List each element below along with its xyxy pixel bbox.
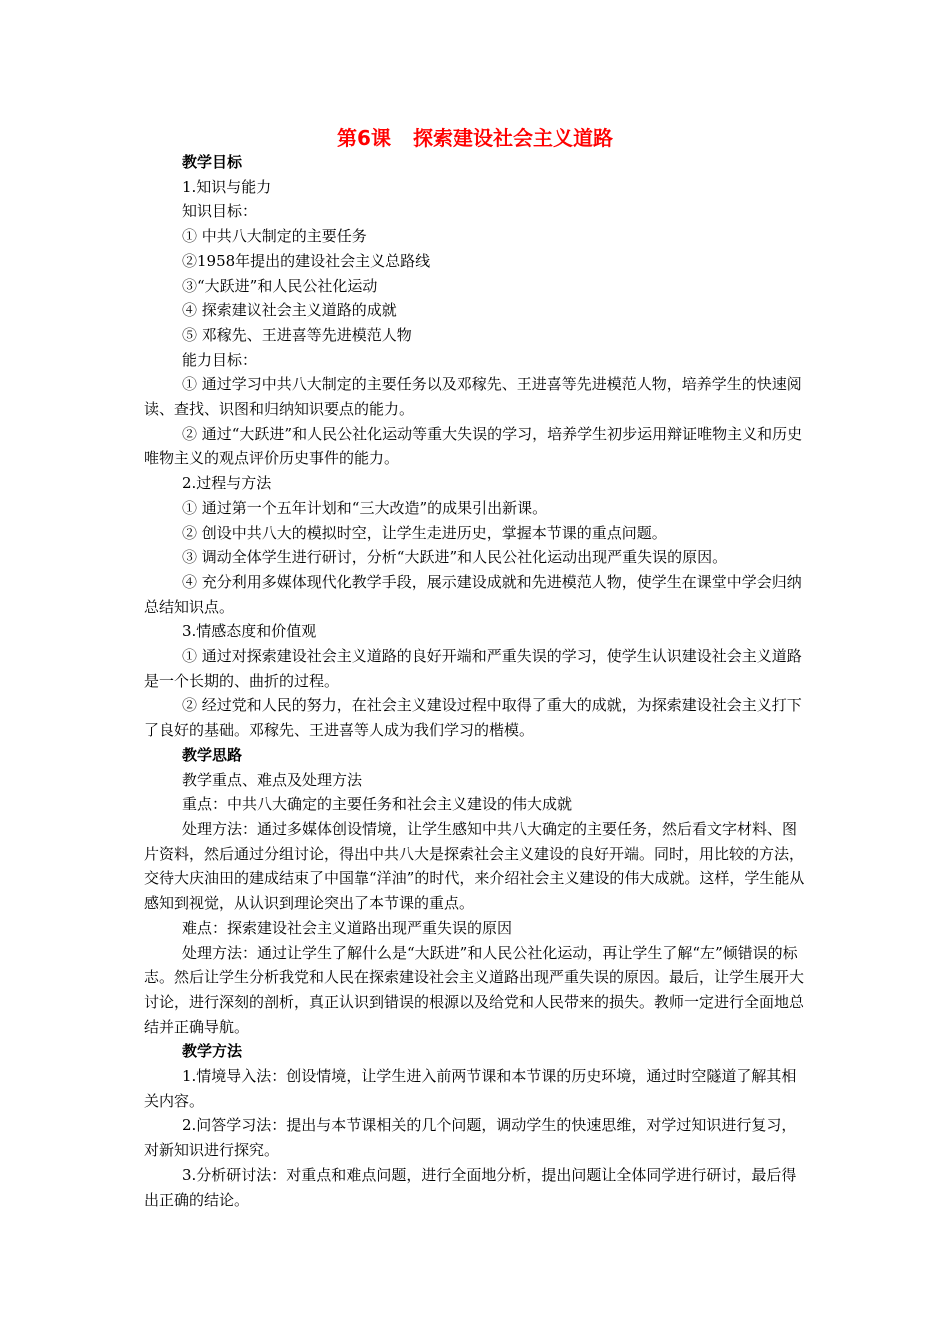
page-title <box>0 124 950 152</box>
paragraph: 能力目标： <box>182 350 258 369</box>
lesson-name: 探索建设社会主义道路 <box>412 126 613 150</box>
paragraph: ② 通过“大跃进”和人民公社化运动等重大失误的学习，培养学生初步运用辩证唯物主义和历史唯物主义的观点评价历史事件的能力。 <box>144 424 803 468</box>
section-heading: 教学方法 <box>182 1042 243 1061</box>
paragraph: ① 通过对探索建设社会主义道路的良好开端和严重失误的学习，使学生认识建设社会主义道路是一个长期的、曲折的过程。 <box>144 647 802 690</box>
paragraph: 重点：中共八大确定的主要任务和社会主义建设的伟大成就 <box>182 795 573 814</box>
paragraph: ① 通过学习中共八大制定的主要任务以及邓稼先、王进喜等先进模范人物，培养学生的快速阅读、查找、识图和归纳知识要点的能力。 <box>144 375 802 419</box>
paragraph: ⑤ 邓稼先、王进喜等先进模范人物 <box>182 325 412 344</box>
paragraph: ④ 充分利用多媒体现代化教学手段，展示建设成就和先进模范人物，使学生在课堂中学会归纳总结知识点。 <box>144 572 802 616</box>
paragraph: 知识目标： <box>182 202 258 221</box>
paragraph: 处理方法：通过多媒体创设情境，让学生感知中共八大确定的主要任务，然后看文字材料、图片资料，然后通过分组讨论，得出中共八大是探索社会主义建设的良好开端。同时，用比较的方法，交待大庆油田的建成结束了中国靠“洋油”的时代，来介绍社会主义建设的伟大成就。这样，学生能从感知到视觉，从认识到理论突出了本节课的重点。 <box>144 819 805 913</box>
paragraph: ③ 调动全体学生进行研讨，分析“大跃进”和人民公社化运动出现严重失误的原因。 <box>182 548 728 567</box>
paragraph: 处理方法：通过让学生了解什么是“大跃进”和人民公社化运动，再让学生了解“左”倾错误的标志。然后让学生分析我党和人民在探索建设社会主义道路出现严重失误的原因。最后，让学生展开大讨论，进行深刻的剖析，真正认识到错误的根源以及给党和人民带来的损失。教师一定进行全面地总结并正确导航。 <box>144 943 805 1036</box>
paragraph: 3.情感态度和价值观 <box>182 622 317 641</box>
document-body <box>144 150 808 1212</box>
paragraph: ② 创设中共八大的模拟时空，让学生走进历史，掌握本节课的重点问题。 <box>182 523 667 542</box>
paragraph: 难点：探索建设社会主义道路出现严重失误的原因 <box>182 918 513 937</box>
section-heading: 教学目标 <box>182 153 243 171</box>
paragraph: ②1958年提出的建设社会主义总路线 <box>182 251 431 270</box>
paragraph: 1.知识与能力 <box>182 177 272 196</box>
paragraph: 1.情境导入法：创设情境，让学生进入前两节课和本节课的历史环境，通过时空隧道了解其相关内容。 <box>144 1067 797 1110</box>
section-heading: 教学思路 <box>182 745 243 764</box>
lesson-number: 第6课 <box>337 126 391 150</box>
paragraph: ④ 探索建议社会主义道路的成就 <box>182 301 397 320</box>
paragraph: ① 通过第一个五年计划和“三大改造”的成果引出新课。 <box>182 498 548 517</box>
paragraph: 2.问答学习法：提出与本节课相关的几个问题，调动学生的快速思维，对学过知识进行复习，对新知识进行探究。 <box>144 1116 797 1160</box>
paragraph: ① 中共八大制定的主要任务 <box>182 227 367 246</box>
paragraph: 教学重点、难点及处理方法 <box>182 770 363 789</box>
paragraph: ③“大跃进”和人民公社化运动 <box>182 276 378 295</box>
paragraph: 3.分析研讨法：对重点和难点问题，进行全面地分析，提出问题让全体同学进行研讨，最后得出正确的结论。 <box>144 1165 797 1209</box>
paragraph: ② 经过党和人民的努力，在社会主义建设过程中取得了重大的成就，为探索建设社会主义打下了良好的基础。邓稼先、王进喜等人成为我们学习的楷模。 <box>144 696 802 740</box>
paragraph: 2.过程与方法 <box>182 474 272 493</box>
